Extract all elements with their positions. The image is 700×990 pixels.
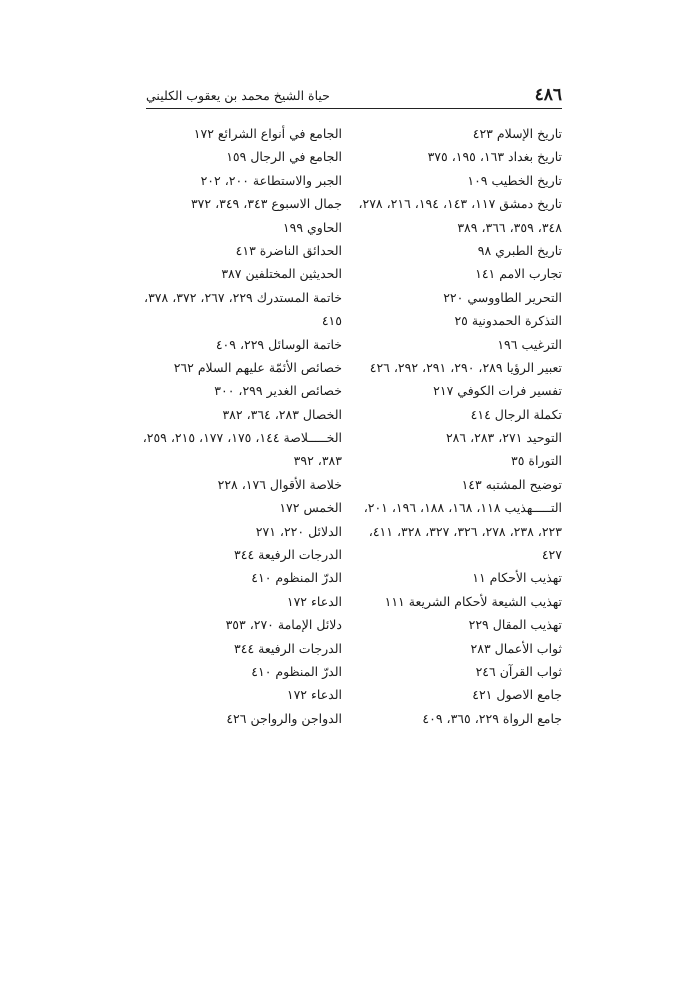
index-entry: الجامع في أنواع الشرائع ١٧٢ (193, 126, 342, 141)
index-entry: تهذيب المقال ٢٢٩ (468, 617, 562, 633)
index-entry: الدرجات الرفيعة ٣٤٤ (234, 640, 342, 656)
index-entry: الجبر والاستطاعة ٢٠٠، ٢٠٢ (200, 172, 342, 188)
index-entry: تجارب الامم ١٤١ (475, 266, 562, 282)
index-entry: تهذيب الأحكام ١١ (472, 570, 562, 586)
index-entry: ثواب الأعمال ٢٨٣ (470, 640, 562, 656)
index-entry: الدلائل ٢٢٠، ٢٧١ (255, 523, 342, 539)
index-entry: تكملة الرجال ٤١٤ (470, 406, 562, 422)
index-entry: الحاوي ١٩٩ (282, 219, 342, 235)
index-entry: التذكرة الحمدونية ٢٥ (454, 313, 562, 329)
index-entry: التحرير الطاووسي ٢٢٠ (443, 289, 562, 305)
index-entry: الدعاء ١٧٢ (286, 687, 342, 703)
index-entry: الترغيب ١٩٦ (497, 336, 562, 352)
index-entry: تاريخ الخطيب ١٠٩ (467, 172, 562, 188)
index-entry: ٤١٥ (321, 313, 342, 329)
index-entry: التوراة ٣٥ (511, 453, 562, 469)
index-entry: الخمس ١٧٢ (279, 500, 342, 516)
index-column-right (358, 122, 562, 730)
index-entry: خلاصة الأقوال ١٧٦، ٢٢٨ (217, 476, 342, 492)
index-entry: جامع الاصول ٤٢١ (472, 687, 562, 703)
page-number: ٤٨٦ (534, 85, 562, 105)
index-entry: ثواب القرآن ٢٤٦ (475, 663, 562, 679)
index-entry: الحديثين المختلفين ٣٨٧ (221, 266, 342, 282)
index-entry: ٣٤٨، ٣٥٩، ٣٦٦، ٣٨٩ (457, 219, 562, 235)
index-entry: التوحيد ٢٧١، ٢٨٣، ٢٨٦ (445, 430, 562, 446)
index-column-left (132, 122, 342, 730)
index-entry: تاريخ دمشق ١١٧، ١٤٣، ١٩٤، ٢١٦، ٢٧٨، (358, 196, 562, 212)
index-entry: خصائص الغدير ٢٩٩، ٣٠٠ (214, 383, 342, 399)
index-entry: خصائص الأئمّة عليهم السلام ٢٦٢ (173, 359, 342, 375)
index-entry: جامع الرواة ٢٢٩، ٣٦٥، ٤٠٩ (422, 710, 562, 726)
index-entry: الدرّ المنظوم ٤١٠ (251, 570, 342, 586)
index-entry: توضيح المشتبه ١٤٣ (461, 476, 562, 492)
index-entry: الدعاء ١٧٢ (286, 593, 342, 609)
running-title: حياة الشيخ محمد بن يعقوب الكليني (146, 88, 330, 103)
index-entry: الدرجات الرفيعة ٣٤٤ (234, 547, 342, 563)
index-entry: خاتمة المستدرك ٢٢٩، ٢٦٧، ٣٧٢، ٣٧٨، (144, 289, 342, 305)
index-entry: تهذيب الشيعة لأحكام الشريعة ١١١ (384, 593, 562, 609)
index-entry: دلائل الإمامة ٢٧٠، ٣٥٣ (225, 617, 342, 633)
index-entry: الحدائق الناضرة ٤١٣ (235, 242, 342, 258)
index-entry: تفسير فرات الكوفي ٢١٧ (433, 383, 562, 399)
index-entry: الخـــــلاصة ١٤٤، ١٧٥، ١٧٧، ٢١٥، ٢٥٩، (142, 430, 342, 446)
index-entry: ٣٨٣، ٣٩٢ (293, 453, 342, 469)
index-entry: تاريخ بغداد ١٦٣، ١٩٥، ٣٧٥ (427, 149, 562, 165)
index-entry: الجامع في الرجال ١٥٩ (226, 149, 342, 165)
index-entry: جمال الاسبوع ٣٤٣، ٣٤٩، ٣٧٢ (190, 196, 342, 212)
page-header (146, 86, 562, 109)
index-entry: خاتمة الوسائل ٢٢٩، ٤٠٩ (215, 336, 342, 352)
index-entry: ٢٢٣، ٢٣٨، ٢٧٨، ٣٢٦، ٣٢٧، ٣٢٨، ٤١١، (368, 523, 562, 539)
index-entry: تعبير الرؤيا ٢٨٩، ٢٩٠، ٢٩١، ٢٩٢، ٤٢٦ (369, 359, 562, 375)
index-entry: ٤٢٧ (541, 547, 562, 563)
index-entry: الخصال ٢٨٣، ٣٦٤، ٣٨٢ (222, 406, 342, 422)
index-entry: الدرّ المنظوم ٤١٠ (251, 663, 342, 679)
index-entry: الدواجن والرواجن ٤٢٦ (226, 710, 342, 726)
index-entry: تاريخ الطبري ٩٨ (477, 242, 562, 258)
index-entry: تاريخ الإسلام ٤٢٣ (472, 126, 562, 141)
index-entry: التـــــهذيب ١١٨، ١٦٨، ١٨٨، ١٩٦، ٢٠١، (363, 500, 562, 516)
